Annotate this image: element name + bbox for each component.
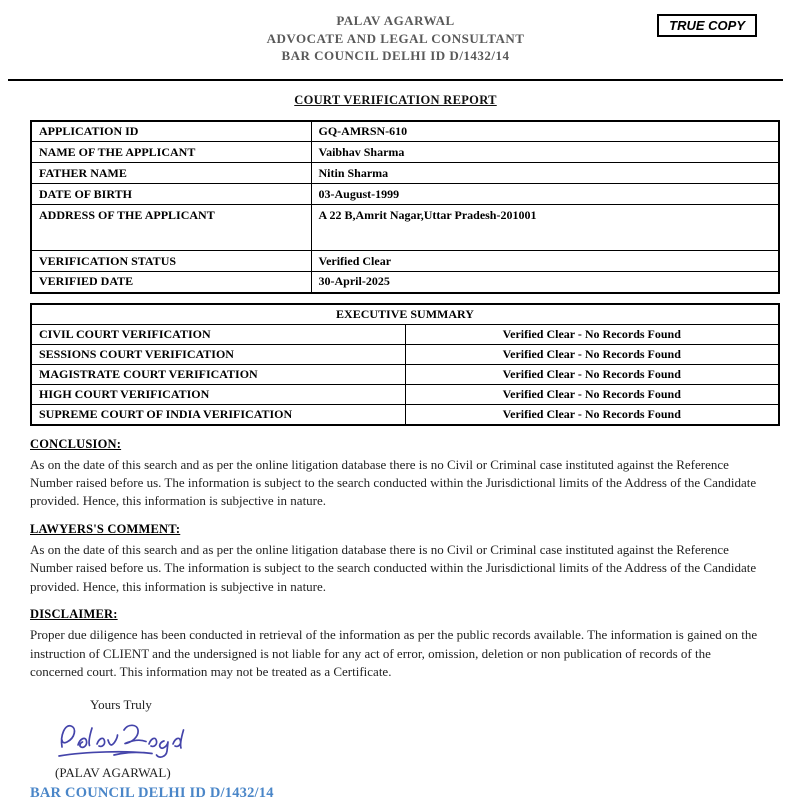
table-row <box>31 142 779 163</box>
letterhead-name: PALAV AGARWAL <box>336 13 455 28</box>
table-row <box>31 272 779 293</box>
details-table <box>30 120 780 294</box>
summary-value: Verified Clear - No Records Found <box>405 384 779 404</box>
detail-label: NAME OF THE APPLICANT <box>31 142 311 163</box>
summary-value: Verified Clear - No Records Found <box>405 324 779 344</box>
executive-summary-title: EXECUTIVE SUMMARY <box>31 304 779 325</box>
detail-label: ADDRESS OF THE APPLICANT <box>31 205 311 251</box>
section-disclaimer <box>30 605 763 681</box>
summary-label: MAGISTRATE COURT VERIFICATION <box>31 364 405 384</box>
letterhead-title: ADVOCATE AND LEGAL CONSULTANT <box>266 30 525 46</box>
section-body: As on the date of this search and as per the online litigation database there is no Civil or Criminal case instituted against the Reference Number raised before us. The information is subject to the search conducted within the Jurisdictional limits of the Address of the Candidate provided. Hence, this information is subjective in nature. <box>30 541 757 594</box>
detail-label: APPLICATION ID <box>31 121 311 142</box>
detail-value: Vaibhav Sharma <box>311 142 779 163</box>
table-row <box>31 304 779 325</box>
detail-label: VERIFIED DATE <box>31 272 311 293</box>
table-row <box>31 404 779 425</box>
table-row <box>31 184 779 205</box>
section-conclusion <box>30 435 763 511</box>
detail-label: VERIFICATION STATUS <box>31 251 311 272</box>
report-title: COURT VERIFICATION REPORT <box>294 92 497 107</box>
header-divider <box>8 79 783 81</box>
footer-bar-id: BAR COUNCIL DELHI ID D/1432/14 <box>30 784 274 801</box>
summary-value: Verified Clear - No Records Found <box>405 364 779 384</box>
summary-value: Verified Clear - No Records Found <box>405 404 779 425</box>
summary-value: Verified Clear - No Records Found <box>405 344 779 364</box>
letterhead-bar-id: BAR COUNCIL DELHI ID D/1432/14 <box>281 48 510 63</box>
summary-label: HIGH COURT VERIFICATION <box>31 384 405 404</box>
section-heading: LAWYERS'S COMMENT: <box>30 521 181 536</box>
signatory-name: (PALAV AGARWAL) <box>55 764 171 780</box>
detail-value: 03-August-1999 <box>311 184 779 205</box>
detail-value: GQ-AMRSN-610 <box>311 121 779 142</box>
section-heading: DISCLAIMER: <box>30 607 118 622</box>
detail-value: Verified Clear <box>311 251 779 272</box>
summary-label: SUPREME COURT OF INDIA VERIFICATION <box>31 404 405 425</box>
table-row <box>31 384 779 404</box>
executive-summary-table <box>30 303 780 426</box>
section-heading: CONCLUSION: <box>30 436 122 451</box>
summary-label: SESSIONS COURT VERIFICATION <box>31 344 405 364</box>
table-row <box>31 364 779 384</box>
table-row <box>31 251 779 272</box>
summary-label: CIVIL COURT VERIFICATION <box>31 324 405 344</box>
closing-text: Yours Truly <box>90 696 152 712</box>
table-row <box>31 205 779 251</box>
section-body: Proper due diligence has been conducted in retrieval of the information as per the public records available. The information is gained on the instruction of CLIENT and the undersigned is not liable for any act of error, omission, deletion or non publication of records of the concerned court. This information may not be treated as a Certificate. <box>30 627 758 680</box>
table-row <box>31 121 779 142</box>
table-row <box>31 344 779 364</box>
true-copy-stamp: TRUE COPY <box>657 14 757 37</box>
detail-label: DATE OF BIRTH <box>31 184 311 205</box>
detail-value: A 22 B,Amrit Nagar,Uttar Pradesh-201001 <box>311 205 779 251</box>
section-body: As on the date of this search and as per the online litigation database there is no Civil or Criminal case instituted against the Reference Number raised before us. The information is subject to the search conducted within the Jurisdictional limits of the Address of the Candidate provided. Hence, this information is subjective in nature. <box>30 456 757 509</box>
section-lawyers-comment <box>30 520 763 596</box>
detail-value: 30-April-2025 <box>311 272 779 293</box>
table-row <box>31 324 779 344</box>
detail-label: FATHER NAME <box>31 163 311 184</box>
signature-image <box>52 717 791 765</box>
table-row <box>31 163 779 184</box>
detail-value: Nitin Sharma <box>311 163 779 184</box>
